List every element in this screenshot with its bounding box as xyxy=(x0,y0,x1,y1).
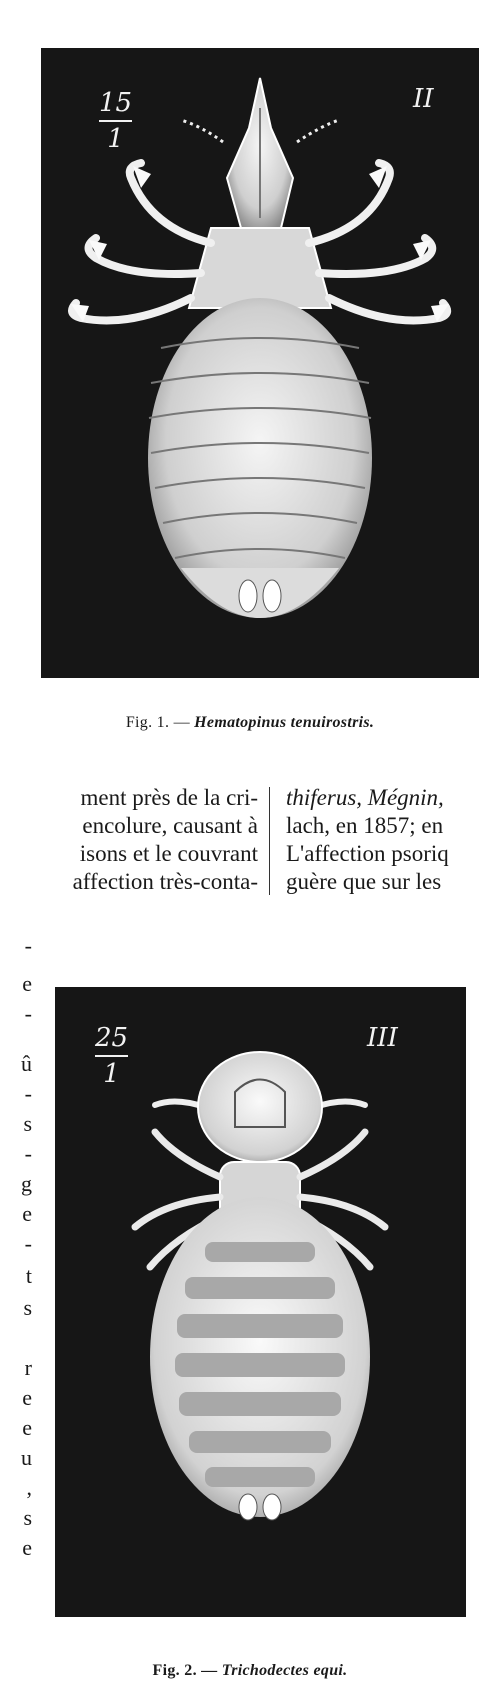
fragment: t xyxy=(25,1263,32,1288)
fragment: - xyxy=(24,1231,32,1256)
figure-2-caption xyxy=(0,1662,500,1680)
fragment: s xyxy=(23,1505,32,1530)
text-line xyxy=(286,784,500,812)
caption-species: Hematopinus tenuirostris. xyxy=(194,714,375,731)
fragment: - xyxy=(24,1001,32,1026)
text-line-italic: thiferus, Mégnin, xyxy=(286,785,444,810)
fragment: e xyxy=(22,971,32,996)
text-line: L'affection psoriq xyxy=(286,841,449,866)
fragment: u xyxy=(21,1445,32,1470)
fragment: , xyxy=(26,1475,32,1500)
fragment: e xyxy=(22,1415,32,1440)
fragment: s xyxy=(23,1295,32,1320)
fragment: g xyxy=(21,1171,32,1196)
figure-2-plate xyxy=(55,987,466,1617)
caption-prefix: Fig. 2. — xyxy=(152,1662,222,1679)
fragment: e xyxy=(22,1385,32,1410)
fragment: û xyxy=(21,1051,32,1076)
scale-fraction-2 xyxy=(95,1025,128,1087)
figure-1-caption xyxy=(0,714,500,732)
left-column-text xyxy=(0,784,258,896)
scale-numerator: 15 xyxy=(99,88,133,118)
text-line: affection très-conta- xyxy=(72,869,258,894)
plate-number-1: II xyxy=(413,84,434,114)
fragment: - xyxy=(24,1081,32,1106)
column-divider xyxy=(269,787,270,895)
text-line: isons et le couvrant xyxy=(79,841,258,866)
fraction-bar xyxy=(95,1055,128,1057)
fragment: r xyxy=(24,1355,32,1380)
caption-species: Trichodectes equi. xyxy=(221,1662,348,1679)
text-line: lach, en 1857; en xyxy=(286,813,444,838)
scale-denominator: 1 xyxy=(103,1059,120,1089)
text-line: ment près de la cri- xyxy=(80,785,258,810)
fragment: s xyxy=(23,1111,32,1136)
text-line: guère que sur les xyxy=(286,869,442,894)
plate-number-2: III xyxy=(367,1023,398,1053)
scale-denominator: 1 xyxy=(107,124,124,154)
scale-numerator: 25 xyxy=(95,1023,129,1053)
fragment: - xyxy=(24,933,32,958)
right-column-text xyxy=(286,784,500,896)
fraction-bar xyxy=(99,120,132,122)
figure-1-plate xyxy=(41,48,479,678)
caption-prefix: Fig. 1. — xyxy=(125,714,195,731)
scale-fraction-1 xyxy=(99,90,132,152)
fragment: e xyxy=(22,1535,32,1560)
fragment: e xyxy=(22,1201,32,1226)
text-line: encolure, causant à xyxy=(82,813,258,838)
fragment: - xyxy=(24,1141,32,1166)
